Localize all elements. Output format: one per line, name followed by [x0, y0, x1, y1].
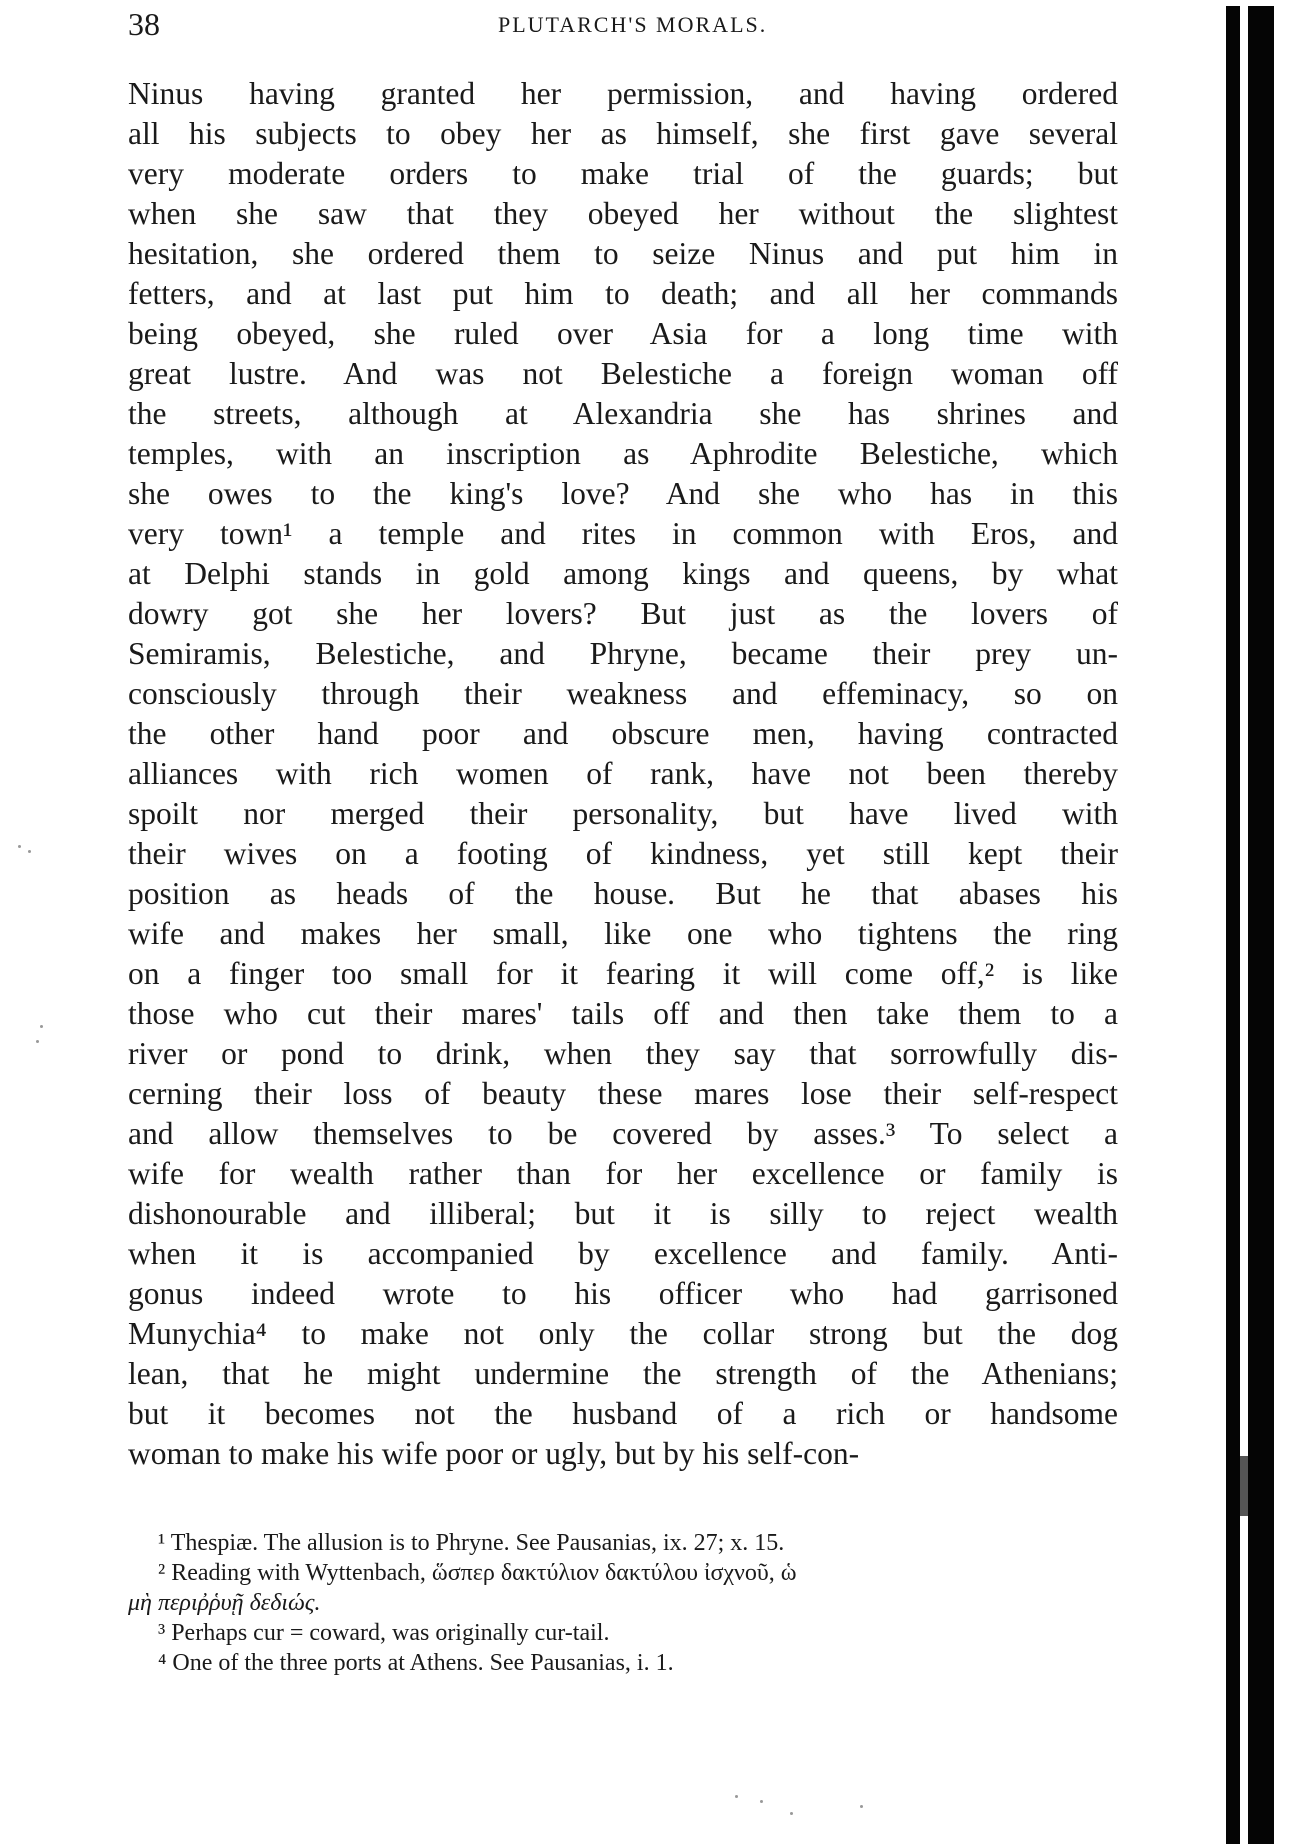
text-line: hesitation, she ordered them to seize Ninus and put him in	[128, 236, 1118, 271]
text-line: cerning their loss of beauty these mares lose their self-respect	[128, 1076, 1118, 1111]
text-line: wife for wealth rather than for her excellence or family is	[128, 1156, 1118, 1191]
text-line: she owes to the king's love? And she who has in this	[128, 476, 1118, 511]
text-line: when it is accompanied by excellence and family. Anti-	[128, 1236, 1118, 1271]
scan-speck	[760, 1800, 763, 1803]
scanned-page-edge	[1226, 6, 1278, 1844]
running-title: PLUTARCH'S MORALS.	[498, 12, 768, 37]
text-line: when she saw that they obeyed her without the slightest	[128, 196, 1118, 231]
text-line: Munychia⁴ to make not only the collar strong but the dog	[128, 1316, 1118, 1351]
text-line: but it becomes not the husband of a rich or handsome	[128, 1396, 1118, 1431]
scan-speck	[36, 1040, 39, 1043]
scan-speck	[18, 845, 21, 848]
text-line: alliances with rich women of rank, have not been thereby	[128, 756, 1118, 791]
footnote-4: ⁴ One of the three ports at Athens. See Pausanias, i. 1.	[158, 1650, 674, 1676]
scan-speck	[40, 1025, 43, 1028]
scan-speck	[735, 1795, 738, 1798]
text-line: at Delphi stands in gold among kings and queens, by what	[128, 556, 1118, 591]
text-line: position as heads of the house. But he that abases his	[128, 876, 1118, 911]
text-line: and allow themselves to be covered by asses.³ To select a	[128, 1116, 1118, 1151]
text-line: river or pond to drink, when they say that sorrowfully dis-	[128, 1036, 1118, 1071]
text-line: lean, that he might undermine the strength of the Athenians;	[128, 1356, 1118, 1391]
footnote-1: ¹ Thespiæ. The allusion is to Phryne. See Pausanias, ix. 27; x. 15.	[158, 1530, 785, 1556]
main-text	[128, 74, 1118, 1474]
text-line: temples, with an inscription as Aphrodite Belestiche, which	[128, 436, 1118, 471]
edge-shadow-outer	[1226, 6, 1240, 1844]
page-header	[128, 4, 1118, 44]
text-line: dishonourable and illiberal; but it is silly to reject wealth	[128, 1196, 1118, 1231]
text-line: gonus indeed wrote to his officer who had garrisoned	[128, 1276, 1118, 1311]
text-line: the other hand poor and obscure men, having contracted	[128, 716, 1118, 751]
footnote-2: ² Reading with Wyttenbach, ὥσπερ δακτύλιον δακτύλου ἰσχνοῦ, ὡ	[158, 1560, 797, 1586]
text-line: fetters, and at last put him to death; and all her commands	[128, 276, 1118, 311]
page-number: 38	[128, 6, 160, 42]
text-line: consciously through their weakness and effeminacy, so on	[128, 676, 1118, 711]
text-line: very moderate orders to make trial of the guards; but	[128, 156, 1118, 191]
scan-speck	[860, 1805, 863, 1808]
footnote-3: ³ Perhaps cur = coward, was originally cur-tail.	[158, 1620, 610, 1646]
text-line: dowry got she her lovers? But just as the lovers of	[128, 596, 1118, 631]
scan-speck	[790, 1812, 793, 1815]
text-line: being obeyed, she ruled over Asia for a long time with	[128, 316, 1118, 351]
edge-shadow-inner	[1248, 6, 1274, 1844]
text-line: great lustre. And was not Belestiche a foreign woman off	[128, 356, 1118, 391]
text-line: all his subjects to obey her as himself, she first gave several	[128, 116, 1118, 151]
footnote-2-continuation: μὴ περιῤῥυῇ δεδιώς.	[128, 1590, 321, 1616]
text-line: their wives on a footing of kindness, yet still kept their	[128, 836, 1118, 871]
text-line: Semiramis, Belestiche, and Phryne, became their prey un-	[128, 636, 1118, 671]
edge-notch	[1240, 1456, 1248, 1516]
text-line: the streets, although at Alexandria she has shrines and	[128, 396, 1118, 431]
text-line: spoilt nor merged their personality, but have lived with	[128, 796, 1118, 831]
text-line: woman to make his wife poor or ugly, but by his self-con-	[128, 1436, 860, 1471]
text-line: those who cut their mares' tails off and then take them to a	[128, 996, 1118, 1031]
text-line: very town¹ a temple and rites in common with Eros, and	[128, 516, 1118, 551]
scan-speck	[28, 850, 31, 853]
footnotes	[128, 1528, 1118, 1678]
text-line: Ninus having granted her permission, and having ordered	[128, 76, 1118, 111]
text-line: wife and makes her small, like one who tightens the ring	[128, 916, 1118, 951]
text-line: on a finger too small for it fearing it will come off,² is like	[128, 956, 1118, 991]
